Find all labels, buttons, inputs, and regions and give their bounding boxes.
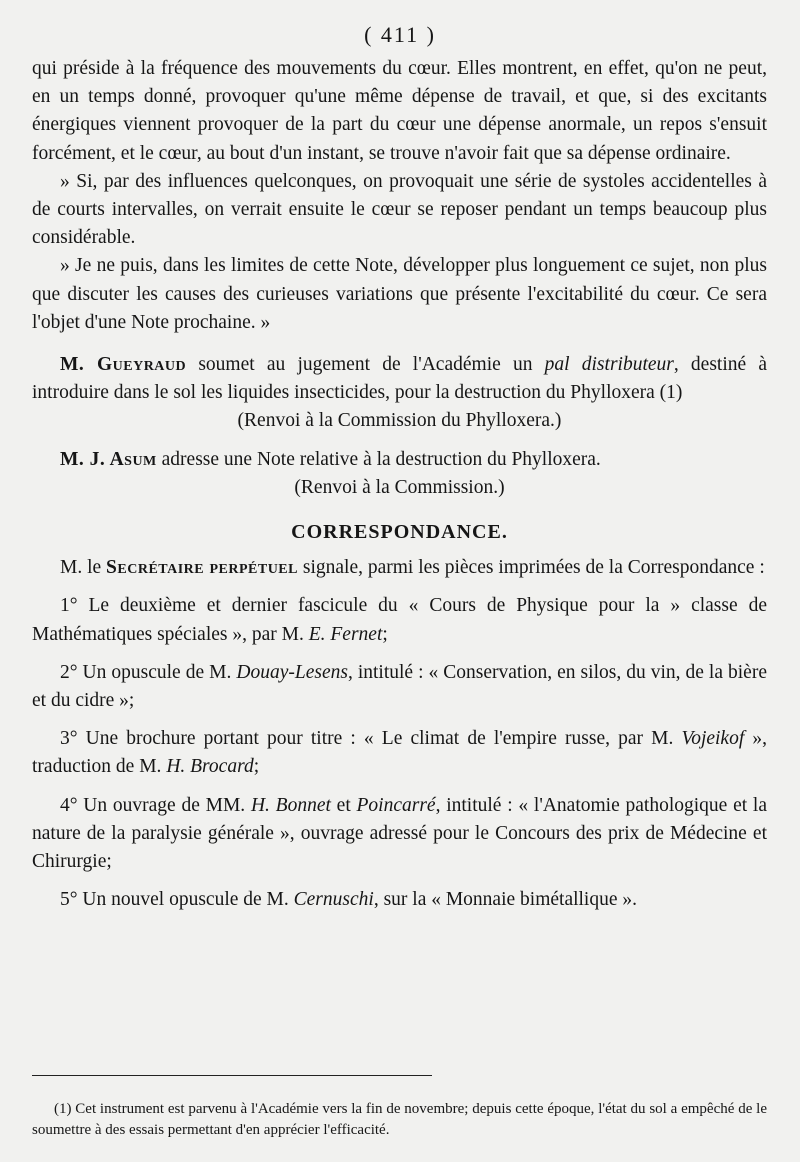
renvoi-phylloxera: (Renvoi à la Commission du Phylloxera.) [237,410,562,432]
author-asum: M. J. Asum [60,448,157,470]
author-gueyraud: M. Gueyraud [60,354,187,376]
footnote-divider [32,1075,432,1076]
pal-distributeur-term: pal distributeur [544,354,674,376]
paragraph-secretaire: M. le Secrétaire perpétuel signale, parmi les pièces imprimées de la Correspondance : [60,557,765,579]
list-item-3: 3° Une brochure portant pour titre : « Le climat de l'empire russe, par M. Vojeikof », traduction de M. H. Brocard; [32,728,768,778]
paragraph-3: » Je ne puis, dans les limites de cette Note, développer plus longuement ce sujet, non plus que discuter les causes des curieuses variations que présente l'excitabilité du cœur. Ce sera l'objet d'une Note prochaine. » [32,255,767,333]
paragraph-2: » Si, par des influences quelconques, on provoquait une série de systoles accidentelles à de courts intervalles, on verrait ensuite le cœur se reposer pendant un temps beaucoup plus considérable. [32,170,767,249]
paragraph-asum: M. J. Asum adresse une Note relative à la destruction du Phylloxera. [60,448,601,470]
section-heading: CORRESPONDANCE. [291,521,508,544]
paragraph-1: qui préside à la fréquence des mouvements du cœur. Elles montrent, en effet, qu'on ne peut, en un temps donné, provoquer qu'une même dépense de travail, et que, si des excitants énergiques viennent provoquer de la part du cœur une dépense anormale, un repos s'ensuit forcément, et le cœur, au bout d'un instant, se trouve n'avoir fait que sa dépense ordinaire. [32,58,767,164]
list-item-2: 2° Un opuscule de M. Douay-Lesens, intitulé : « Conservation, en silos, du vin, de la bière et du cidre »; [32,661,767,712]
footnote: (1) Cet instrument est parvenu à l'Académie vers la fin de novembre; depuis cette époque, l'état du sol a empêché de le soumettre à des essais permettant d'en apprécier l'efficacité. [32,1101,767,1138]
list-item-1: 1° Le deuxième et dernier fascicule du « Cours de Physique pour la » classe de Mathématiques spéciales », par M. E. Fernet; [32,595,767,645]
page-body [32,55,767,914]
list-item-5: 5° Un nouvel opuscule de M. Cernuschi, sur la « Monnaie bimétallique ». [60,889,638,911]
page-number: ( 411 ) [364,22,436,47]
list-item-4: 4° Un ouvrage de MM. H. Bonnet et Poincarré, intitulé : « l'Anatomie pathologique et la nature de la paralysie générale », ouvrage adressé pour le Concours des prix de Médecine et Chirurgie; [32,794,767,873]
secretaire-title: Secrétaire perpétuel [106,557,298,579]
paragraph-gueyraud: M. Gueyraud soumet au jugement de l'Académie un pal distributeur, destiné à introduire dans le sol les liquides insecticides, pour la destruction du Phylloxera (1) [32,354,768,404]
renvoi-commission: (Renvoi à la Commission.) [294,476,505,498]
